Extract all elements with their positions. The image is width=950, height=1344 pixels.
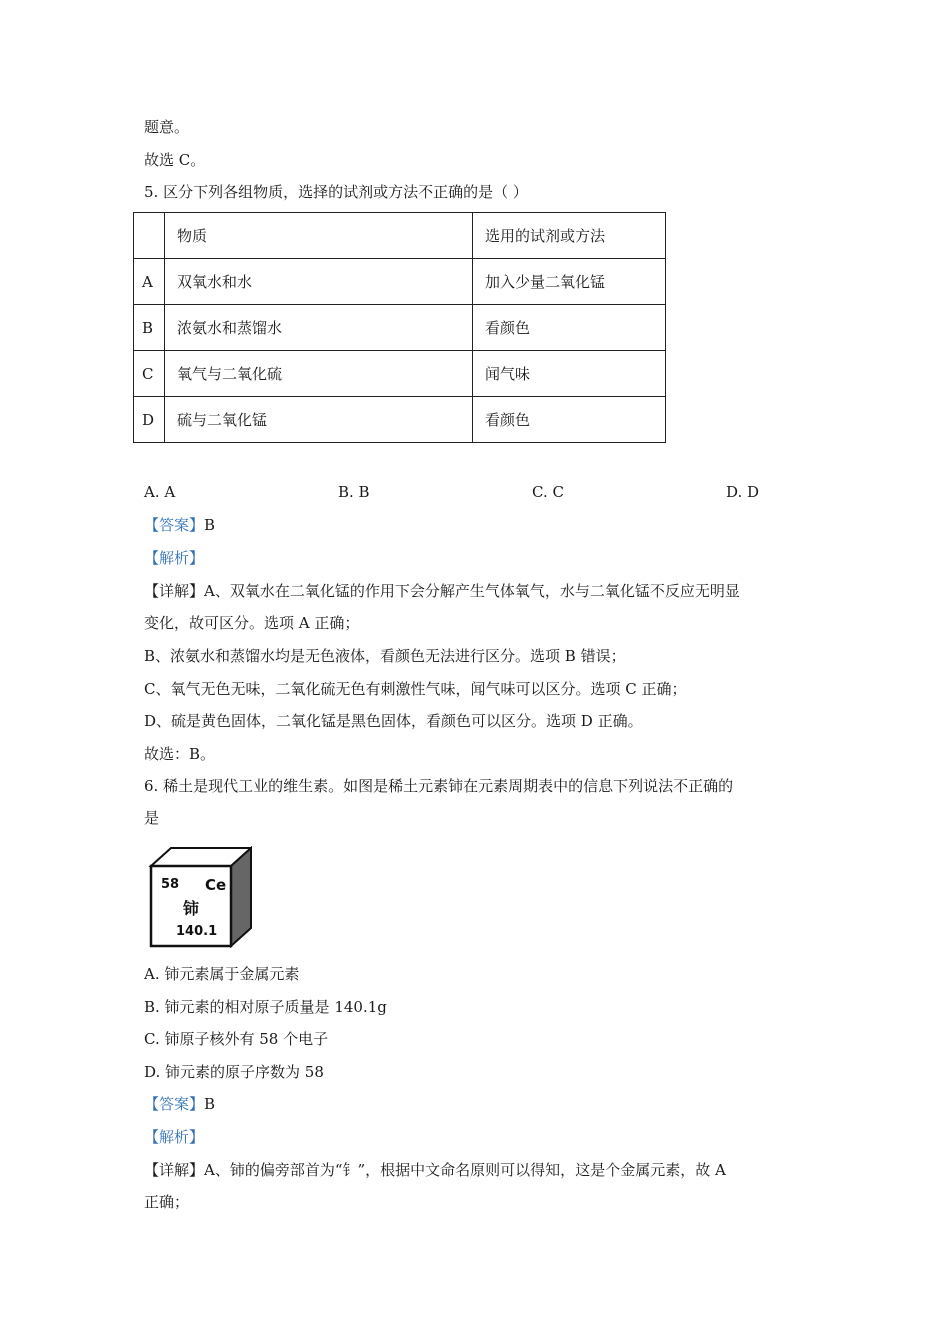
q6-option-c: C. 铈原子核外有 58 个电子: [144, 1030, 329, 1048]
atomic-number: 58: [161, 877, 180, 892]
q6-option-b: B. 铈元素的相对原子质量是 140.1g: [144, 998, 387, 1016]
q5-detail-line-1: [144, 581, 740, 601]
table-cell: C: [134, 351, 165, 397]
question-6-stem-line-2: 是: [144, 809, 160, 827]
table-cell: 双氧水和水: [165, 259, 473, 305]
detail-label: 【详解】: [144, 582, 205, 600]
answer-value: B: [204, 1095, 216, 1113]
table-cell: 看颜色: [473, 397, 666, 443]
answer-value: B: [204, 516, 216, 534]
element-symbol: Ce: [205, 876, 227, 894]
table-header-cell: [134, 213, 165, 259]
table-row: [134, 351, 666, 397]
table-row: [134, 259, 666, 305]
q6-detail-line-1: [144, 1160, 726, 1180]
table-cell: 硫与二氧化锰: [165, 397, 473, 443]
detail-label: 【详解】: [144, 1161, 205, 1179]
q5-analysis-label: 【解析】: [144, 549, 205, 567]
q5-option-c: C. C: [532, 483, 564, 501]
q5-option-a: A. A: [144, 483, 176, 501]
question-5-stem: 5. 区分下列各组物质，选择的试剂或方法不正确的是（ ）: [144, 183, 528, 201]
q5-detail-line-3: B、浓氨水和蒸馏水均是无色液体，看颜色无法进行区分。选项 B 错误；: [144, 647, 626, 665]
table-cell: 闻气味: [473, 351, 666, 397]
q6-answer: [144, 1094, 215, 1114]
q6-option-a: A. 铈元素属于金属元素: [144, 965, 300, 983]
table-header-cell: 物质: [165, 213, 473, 259]
answer-label: 【答案】: [144, 1095, 205, 1113]
intro-line-2: 故选 C。: [144, 151, 206, 169]
q5-conclusion: 故选：B。: [144, 745, 216, 763]
question-6-stem-line-1: 6. 稀土是现代工业的维生素。如图是稀土元素铈在元素周期表中的信息下列说法不正确的: [144, 777, 734, 795]
table-header-cell: 选用的试剂或方法: [473, 213, 666, 259]
cerium-element-card: [148, 846, 252, 948]
table-cell: D: [134, 397, 165, 443]
table-cell: 氧气与二氧化硫: [165, 351, 473, 397]
table-cell: A: [134, 259, 165, 305]
table-cell: B: [134, 305, 165, 351]
table-row: [134, 397, 666, 443]
q5-detail-line-4: C、氧气无色无味，二氧化硫无色有刺激性气味，闻气味可以区分。选项 C 正确；: [144, 680, 687, 698]
intro-line-1: 题意。: [144, 118, 190, 136]
detail-text: A、双氧水在二氧化锰的作用下会分解产生气体氧气，水与二氧化锰不反应无明显: [204, 582, 740, 600]
question-5-table: [133, 212, 666, 443]
q5-answer: [144, 515, 215, 535]
atomic-mass: 140.1: [176, 924, 218, 939]
q5-option-d: D. D: [726, 483, 760, 501]
q5-detail-line-2: 变化，故可区分。选项 A 正确；: [144, 614, 360, 632]
table-cell: 浓氨水和蒸馏水: [165, 305, 473, 351]
table-row: [134, 305, 666, 351]
element-name: 铈: [183, 899, 200, 918]
detail-text: A、铈的偏旁部首为“钅”，根据中文命名原则可以得知，这是个金属元素，故 A: [204, 1161, 726, 1179]
q5-option-b: B. B: [338, 483, 370, 501]
q5-detail-line-5: D、硫是黄色固体，二氧化锰是黑色固体，看颜色可以区分。选项 D 正确。: [144, 712, 643, 730]
q6-detail-line-2: 正确；: [144, 1193, 190, 1211]
table-cell: 加入少量二氧化锰: [473, 259, 666, 305]
answer-label: 【答案】: [144, 516, 205, 534]
q6-option-d: D. 铈元素的原子序数为 58: [144, 1063, 324, 1081]
table-cell: 看颜色: [473, 305, 666, 351]
q6-analysis-label: 【解析】: [144, 1128, 205, 1146]
table-header-row: [134, 213, 666, 259]
